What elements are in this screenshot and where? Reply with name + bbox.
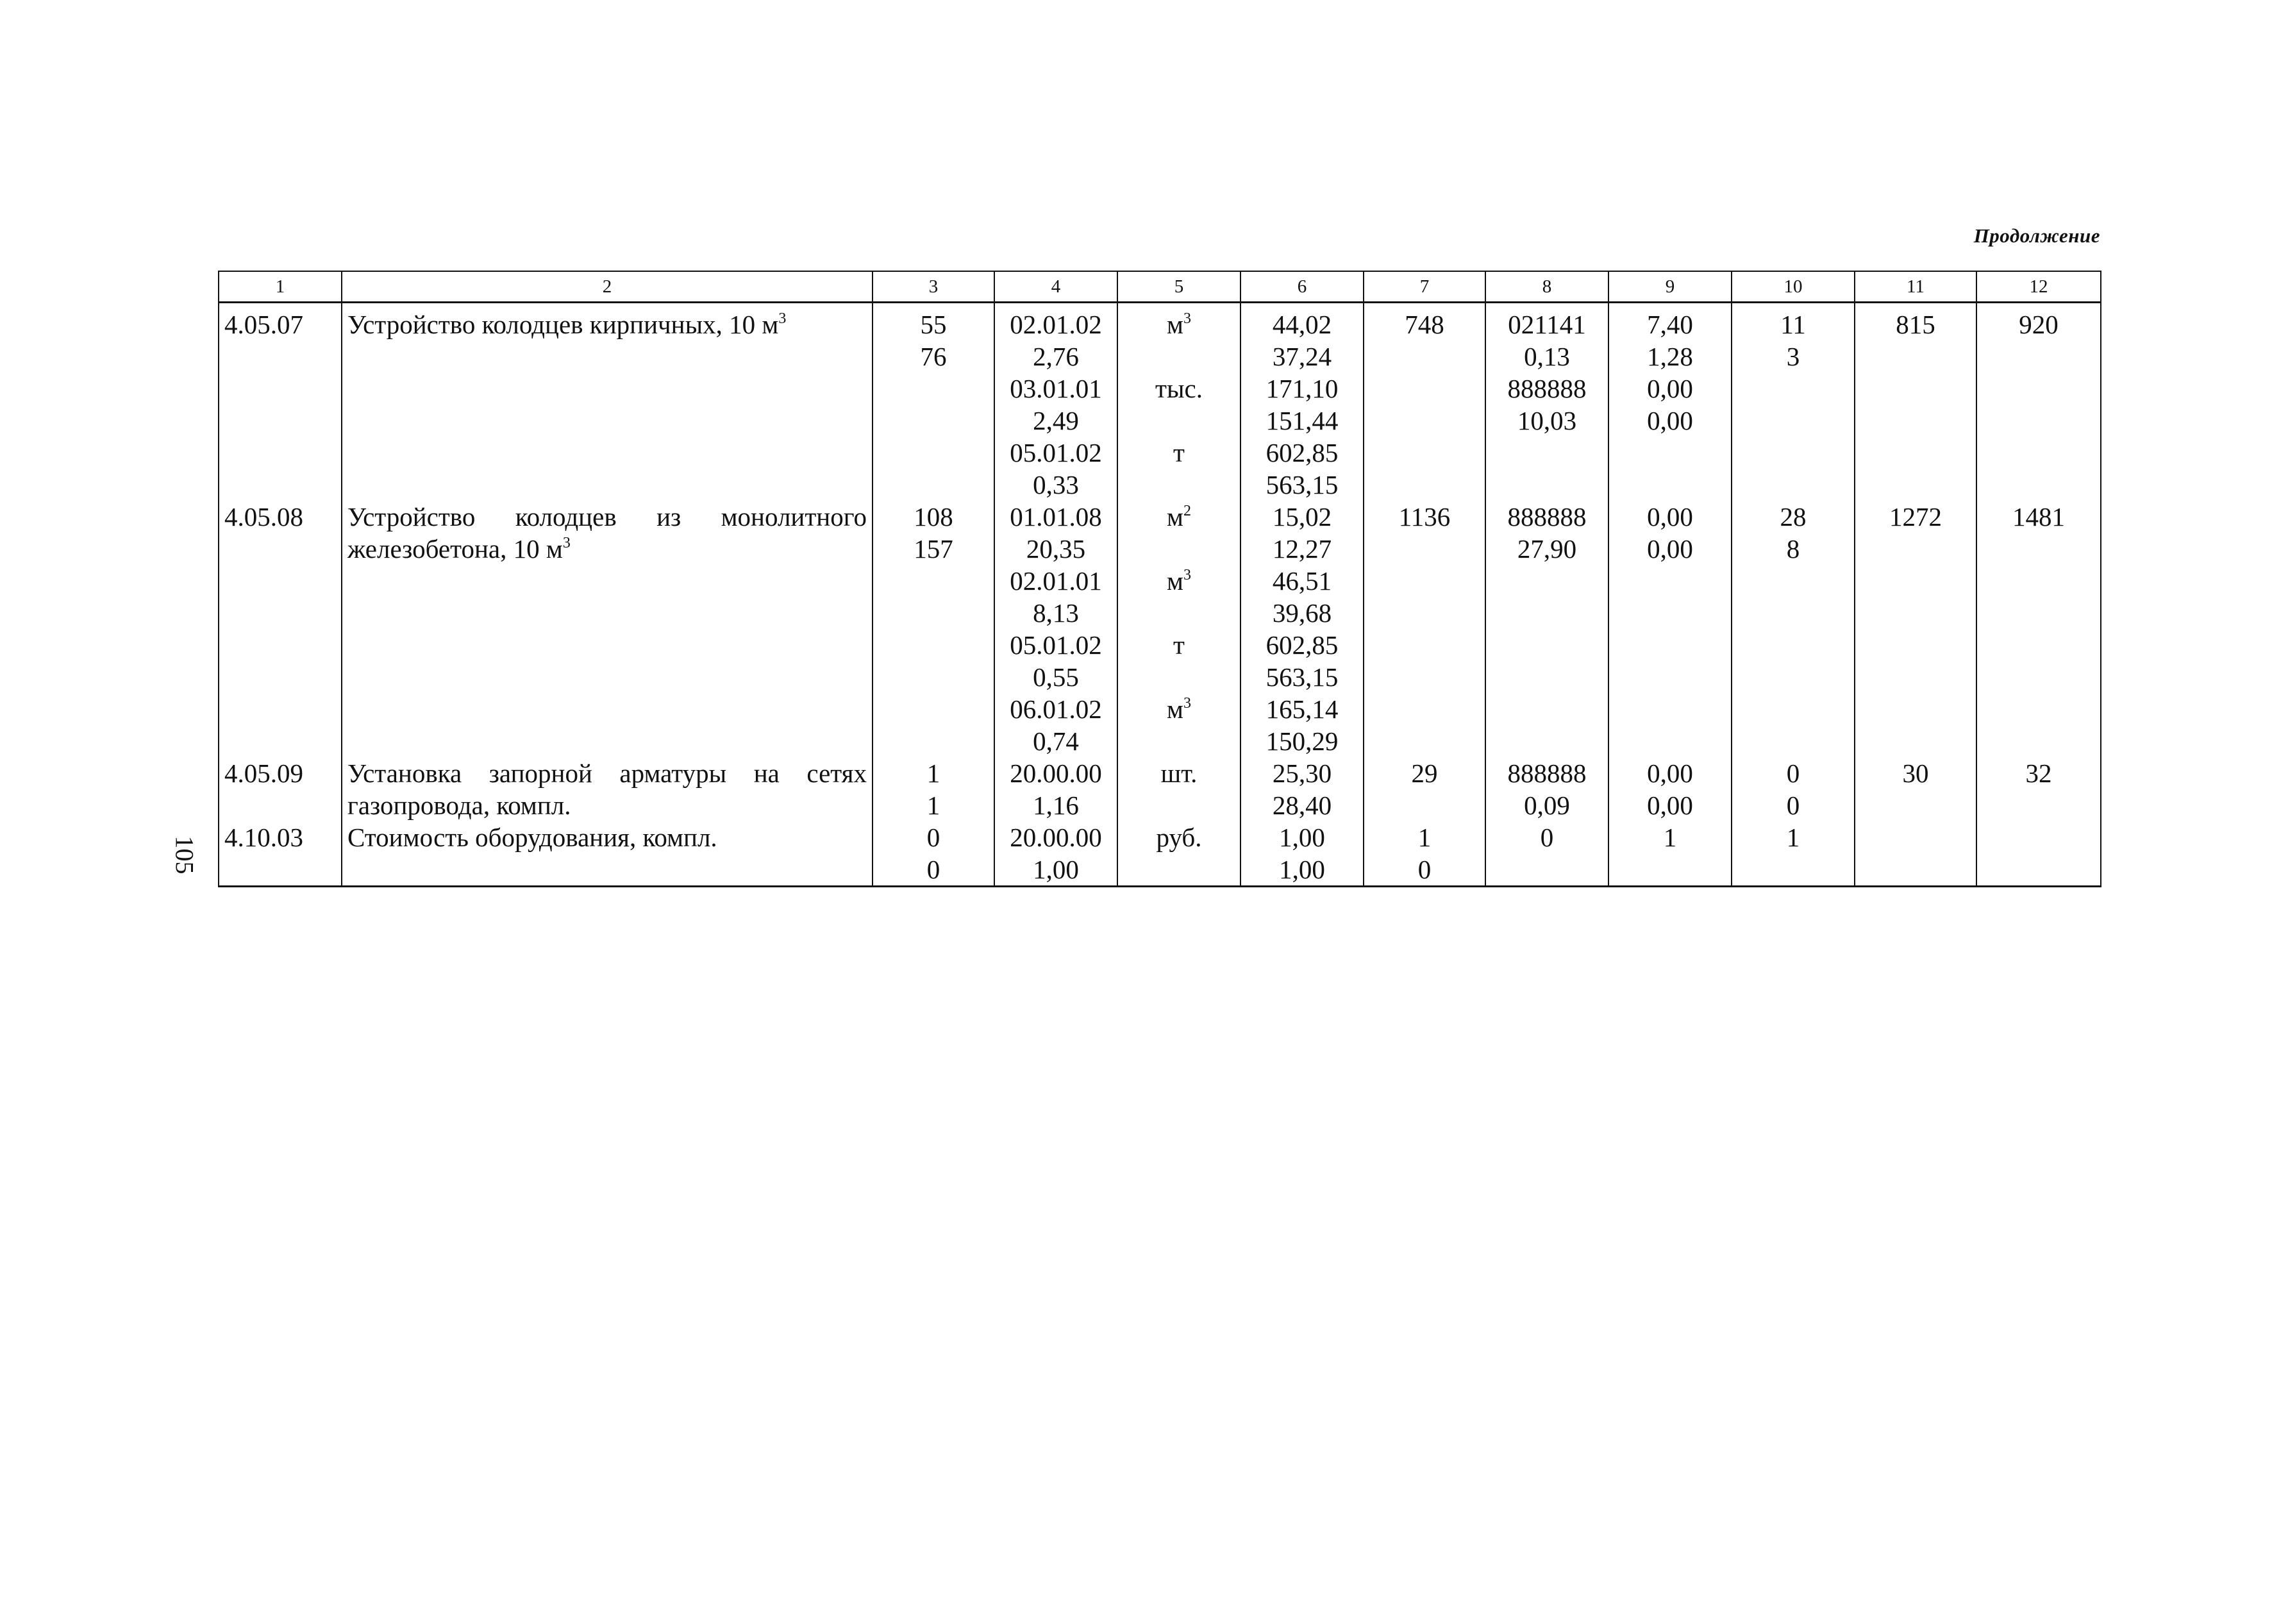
col8-values-line: 0 xyxy=(1540,823,1554,852)
item-name: Устройство колодцев из монолитного железобетона, 10 $м^3$ xyxy=(342,501,873,757)
col5-units xyxy=(1117,757,1240,821)
col8-values-line: 0,13 xyxy=(1524,342,1570,371)
col6-values-line: 602,85 xyxy=(1265,438,1339,467)
col6-values-line: 39,68 xyxy=(1272,598,1332,628)
col7-values-line: 1136 xyxy=(1398,502,1451,532)
col-header: 3 xyxy=(873,271,994,303)
col9-values-line: 0,00 xyxy=(1647,406,1693,435)
col4-values-line: 1,16 xyxy=(1033,791,1079,820)
col-header: 4 xyxy=(994,271,1117,303)
col12-value: 920 xyxy=(1976,303,2101,501)
table-row xyxy=(219,757,2101,821)
col5-units-line: $м^3$ xyxy=(1167,310,1191,339)
col5-units-line: тыс. xyxy=(1155,374,1203,403)
col5-units-line: $м^3$ xyxy=(1167,694,1191,724)
col-header: 10 xyxy=(1732,271,1855,303)
col11-value: 815 xyxy=(1855,303,1976,501)
col4-values xyxy=(994,501,1117,757)
col-header: 2 xyxy=(342,271,873,303)
col5-units-line xyxy=(1123,340,1235,373)
col9-values-line: 0,00 xyxy=(1647,534,1693,564)
col5-units xyxy=(1117,501,1240,757)
col9-values xyxy=(1608,303,1732,501)
col-header: 7 xyxy=(1364,271,1485,303)
col10-values-line: 28 xyxy=(1780,502,1807,532)
col3-values xyxy=(873,757,994,821)
col12-value: 1481 xyxy=(1976,501,2101,757)
col10-values xyxy=(1732,821,1855,887)
col5-units-line xyxy=(1123,597,1235,629)
table-row xyxy=(219,501,2101,757)
col10-values-line: 8 xyxy=(1786,534,1800,564)
col5-units-line xyxy=(1123,661,1235,693)
col-header: 12 xyxy=(1976,271,2101,303)
table-row xyxy=(219,303,2101,501)
col10-values xyxy=(1732,501,1855,757)
col6-values-line: 563,15 xyxy=(1265,470,1339,499)
col6-values-line: 171,10 xyxy=(1265,374,1339,403)
col8-values-line: 0,09 xyxy=(1524,791,1570,820)
col5-units-line: шт. xyxy=(1160,758,1198,788)
col8-values xyxy=(1485,821,1608,887)
continuation-label: Продолжение xyxy=(1973,224,2100,247)
col9-values xyxy=(1608,501,1732,757)
item-code: 4.05.09 xyxy=(219,757,342,821)
col6-values-line: 165,14 xyxy=(1265,694,1339,724)
col4-values-line: 20,35 xyxy=(1026,534,1086,564)
col8-values xyxy=(1485,757,1608,821)
col4-values-line: 05.01.02 xyxy=(1010,630,1102,660)
col6-values-line: 12,27 xyxy=(1272,534,1332,564)
col9-values xyxy=(1608,757,1732,821)
col5-units-line xyxy=(1123,533,1235,565)
col5-units-line xyxy=(1123,469,1235,501)
col8-values-line: 888888 xyxy=(1507,502,1587,532)
col3-values-line: 1 xyxy=(926,791,940,820)
col4-values-line: 06.01.02 xyxy=(1010,694,1102,724)
col7-values xyxy=(1364,501,1485,757)
col12-value xyxy=(1976,821,2101,887)
col6-values-line: 37,24 xyxy=(1272,342,1332,371)
col5-units xyxy=(1117,821,1240,887)
estimate-table xyxy=(218,271,2101,887)
col6-values-line: 46,51 xyxy=(1272,566,1332,596)
col5-units-line: руб. xyxy=(1156,823,1202,852)
col10-values xyxy=(1732,303,1855,501)
col7-values xyxy=(1364,821,1485,887)
col-header: 5 xyxy=(1117,271,1240,303)
col11-value: 1272 xyxy=(1855,501,1976,757)
col6-values xyxy=(1240,303,1364,501)
col10-values-line: 0 xyxy=(1786,791,1800,820)
col4-values-line: 2,49 xyxy=(1033,406,1079,435)
col9-values xyxy=(1608,821,1732,887)
col4-values-line: 03.01.01 xyxy=(1010,374,1102,403)
col5-units xyxy=(1117,303,1240,501)
col7-values-line: 1 xyxy=(1417,823,1432,852)
col9-values-line: 7,40 xyxy=(1647,310,1693,339)
item-code: 4.05.08 xyxy=(219,501,342,757)
col3-values xyxy=(873,501,994,757)
col8-values-line: 888888 xyxy=(1507,374,1587,403)
table-row xyxy=(219,821,2101,887)
col5-units-line: $м^2$ xyxy=(1167,502,1191,532)
item-name: Устройство колодцев кирпичных, 10 $м^3$ xyxy=(342,303,873,501)
col4-values-line: 1,00 xyxy=(1033,855,1079,884)
col4-values-line: 20.00.00 xyxy=(1010,758,1102,788)
col9-values-line: 0,00 xyxy=(1647,791,1693,820)
col7-values-line: 748 xyxy=(1405,310,1444,339)
col9-values-line: 0,00 xyxy=(1647,758,1693,788)
col8-values xyxy=(1485,501,1608,757)
col10-values xyxy=(1732,757,1855,821)
col8-values-line: 888888 xyxy=(1507,758,1587,788)
col6-values-line: 1,00 xyxy=(1279,823,1325,852)
col10-values-line: 11 xyxy=(1780,310,1806,339)
col6-values xyxy=(1240,501,1364,757)
col4-values-line: 8,13 xyxy=(1033,598,1079,628)
col5-units-line: т xyxy=(1173,438,1185,467)
col8-values-line: 021141 xyxy=(1508,310,1586,339)
col5-units-line xyxy=(1123,789,1235,821)
col4-values-line: 0,33 xyxy=(1033,470,1079,499)
col5-units-line xyxy=(1123,725,1235,757)
col6-values xyxy=(1240,757,1364,821)
item-name: Стоимость оборудования, компл. xyxy=(342,821,873,887)
col5-units-line xyxy=(1123,853,1235,885)
col-header: 8 xyxy=(1485,271,1608,303)
col11-value: 30 xyxy=(1855,757,1976,821)
col3-values-line: 76 xyxy=(920,342,947,371)
col6-values-line: 602,85 xyxy=(1265,630,1339,660)
col5-units-line xyxy=(1123,405,1235,437)
col7-values-line: 0 xyxy=(1417,855,1432,884)
col6-values-line: 44,02 xyxy=(1272,310,1332,339)
col4-values-line: 0,74 xyxy=(1033,726,1079,756)
col3-values xyxy=(873,821,994,887)
col4-values xyxy=(994,303,1117,501)
col5-units-line: т xyxy=(1173,630,1185,660)
col8-values xyxy=(1485,303,1608,501)
col6-values-line: 151,44 xyxy=(1265,406,1339,435)
col6-values-line: 25,30 xyxy=(1272,758,1332,788)
col4-values-line: 02.01.01 xyxy=(1010,566,1102,596)
col11-value xyxy=(1855,821,1976,887)
col4-values-line: 02.01.02 xyxy=(1010,310,1102,339)
table-body xyxy=(219,303,2101,887)
col6-values-line: 150,29 xyxy=(1265,726,1339,756)
col3-values-line: 0 xyxy=(926,855,940,884)
col-header: 11 xyxy=(1855,271,1976,303)
col5-units-line: $м^3$ xyxy=(1167,566,1191,596)
col10-values-line: 3 xyxy=(1786,342,1800,371)
col7-values xyxy=(1364,303,1485,501)
col3-values xyxy=(873,303,994,501)
col3-values-line: 55 xyxy=(920,310,947,339)
item-code: 4.10.03 xyxy=(219,821,342,887)
col6-values-line: 1,00 xyxy=(1279,855,1325,884)
col4-values-line: 0,55 xyxy=(1033,662,1079,692)
col10-values-line: 0 xyxy=(1786,758,1800,788)
col8-values-line: 10,03 xyxy=(1517,406,1577,435)
col9-values-line: 0,00 xyxy=(1647,502,1693,532)
col6-values xyxy=(1240,821,1364,887)
col4-values xyxy=(994,757,1117,821)
col10-values-line: 1 xyxy=(1786,823,1800,852)
col-header: 9 xyxy=(1608,271,1732,303)
col4-values-line: 01.01.08 xyxy=(1010,502,1102,532)
header-row xyxy=(219,271,2101,303)
col-header: 6 xyxy=(1240,271,1364,303)
col9-values-line: 1,28 xyxy=(1647,342,1693,371)
col12-value: 32 xyxy=(1976,757,2101,821)
col-header: 1 xyxy=(219,271,342,303)
col6-values-line: 28,40 xyxy=(1272,791,1332,820)
col4-values-line: 2,76 xyxy=(1033,342,1079,371)
col9-values-line: 0,00 xyxy=(1647,374,1693,403)
col3-values-line: 157 xyxy=(914,534,953,564)
col4-values-line: 05.01.02 xyxy=(1010,438,1102,467)
col3-values-line: 1 xyxy=(926,758,940,788)
col9-values-line: 1 xyxy=(1663,823,1677,852)
col4-values-line: 20.00.00 xyxy=(1010,823,1102,852)
col7-values-line: 29 xyxy=(1411,758,1438,788)
item-name: Установка запорной арматуры на сетях газопровода, компл. xyxy=(342,757,873,821)
page-number: 105 xyxy=(170,835,199,875)
col6-values-line: 15,02 xyxy=(1272,502,1332,532)
col3-values-line: 0 xyxy=(926,823,940,852)
col4-values xyxy=(994,821,1117,887)
col6-values-line: 563,15 xyxy=(1265,662,1339,692)
col8-values-line: 27,90 xyxy=(1517,534,1577,564)
item-code: 4.05.07 xyxy=(219,303,342,501)
col7-values xyxy=(1364,757,1485,821)
col3-values-line: 108 xyxy=(914,502,953,532)
